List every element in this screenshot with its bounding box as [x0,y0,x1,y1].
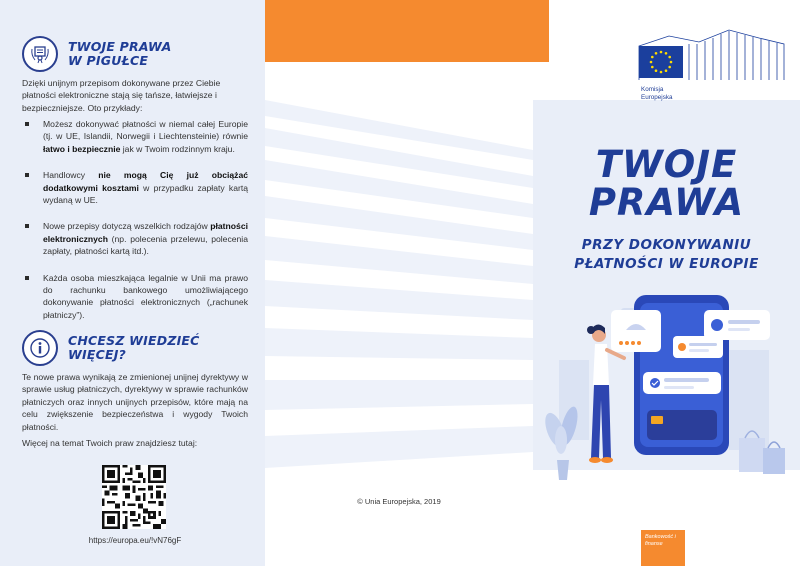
certificate-laurel-icon [22,36,58,72]
logo-text-line: Europejska [641,93,673,101]
logo-text-line: Komisja [641,86,664,93]
more-info-text: Te nowe prawa wynikają ze zmienionej unijnej dyrektywy w sprawie usług płatniczych, dyrektywy w sprawie rachunków płatniczych oraz innych unijnych przepisów, które mają na celu zwiększenie bezpieczeństwa i wygody Twoich płatności. [22,372,248,432]
cover-subtitle-line: PRZY DOKONYWANIU [581,237,752,253]
eu-flag-icon [639,46,683,78]
list-item-text: Możesz dokonywać płatności w niemal całej Europie (tj. w UE, Islandii, Norwegii i Liechtensteinie) równie [43,119,248,142]
section-title-more [68,334,200,362]
more-info-header [22,330,200,366]
category-tag: Bankowość i finanse [641,530,685,566]
section-title-line: WIĘCEJ? [68,347,126,362]
list-item [22,272,248,322]
intro-text: Dzięki unijnym przepisom dokonywane przez Ciebie płatności elektroniczne stają się tańsze, łatwiejsze i bezpieczniejsze. Oto przykłady: [22,78,221,113]
list-item-bold: nie mogą Cię już obciążać dodatkowymi kosztami [43,170,249,193]
middle-panel [265,0,533,566]
section-title-line: W PIGUŁCE [68,53,149,68]
right-panel [533,0,800,566]
section-title-line: CHCESZ WIEDZIEĆ [68,333,200,348]
list-item [22,118,248,155]
logo-text [641,86,701,101]
online-payment-illustration [539,290,797,490]
list-item [22,169,248,206]
list-item-text: Handlowcy [43,170,99,181]
info-icon [22,330,58,366]
european-commission-logo [619,22,789,108]
rights-summary-header [22,36,171,72]
cover-title-line: PRAWA [588,181,745,224]
copyright-text: © Unia Europejska, 2019 [357,497,441,506]
cover-subtitle-line: PŁATNOŚCI W EUROPIE [574,256,759,272]
cover-title-line: TWOJE [595,143,738,186]
more-info-link-text: Więcej na temat Twoich praw znajdziesz tutaj: [22,438,198,448]
left-panel [0,0,265,566]
list-item-text: Nowe przepisy dotyczą wszelkich rodzajów [43,221,211,232]
list-item-text: jak w Twoim rodzinnym kraju. [120,143,235,154]
list-item-bold: płatności elektronicznych [43,221,248,244]
rights-list [22,118,248,335]
list-item-text: w przypadku zapłaty kartą wydaną w UE. [43,182,248,206]
list-item-bold: łatwo i bezpiecznie [43,143,121,154]
qr-url[interactable]: https://europa.eu/!vN76gF [88,536,182,545]
decorative-wave-stripes [265,0,533,566]
cover-subtitle [533,236,800,274]
orange-block [533,0,549,62]
list-item-text: Każda osoba mieszkająca legalnie w Unii ma prawo do rachunku bankowego umożliwiającego dokonywanie płatności elektronicznych („rachunek płatniczy”). [43,272,248,320]
section-title-rights [68,40,171,68]
qr-code[interactable] [102,465,166,529]
list-item-text: (np. polecenia przelewu, polecenia zapłaty, płatności kartą itd.). [43,233,248,257]
cover-title [533,143,800,224]
list-item [22,220,248,257]
section-title-line: TWOJE PRAWA [68,39,172,54]
